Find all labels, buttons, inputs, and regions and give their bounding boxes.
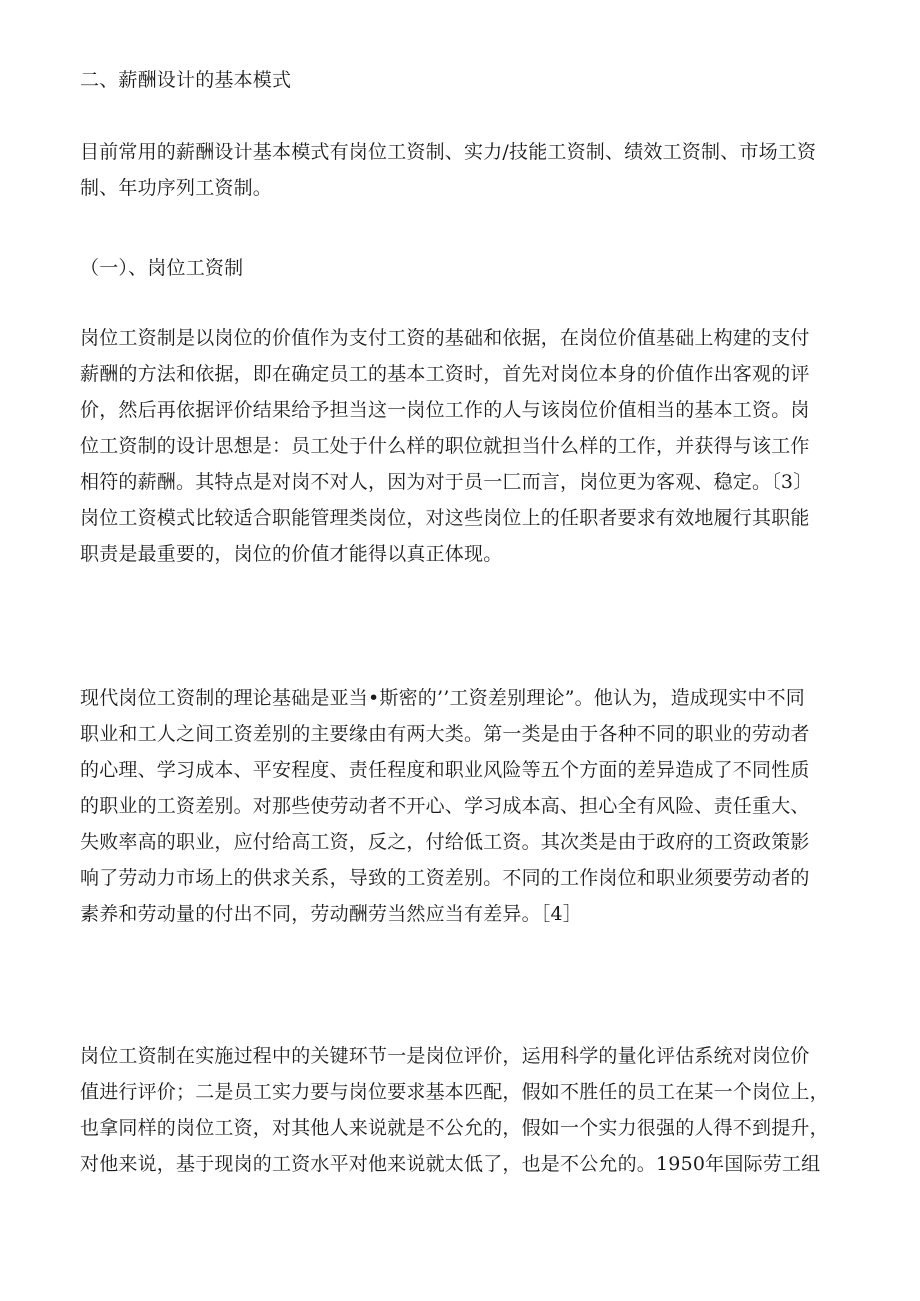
heading-line: （一）、岗位工资制 [80,257,244,279]
subsection-heading [80,250,860,286]
paragraph-line: 制、年功序列工资制。 [80,177,273,199]
intro-paragraph [80,134,860,206]
paragraph-line: 职责是最重要的，岗位的价值才能得以真正体现。 [80,543,503,565]
paragraph-line: 的职业的工资差别。对那些使劳动者不开心、学习成本高、担心全有风险、责任重大、 [80,795,810,817]
paragraph-line: 位工资制的设计思想是：员工处于什么样的职位就担当什么样的工作，并获得与该工作 [80,435,810,457]
paragraph-line: 素养和劳动量的付出不同，劳动酬劳当然应当有差异。［4］ [80,903,582,925]
paragraph-line: 相符的薪酬。其特点是对岗不对人，因为对于员一匚而言，岗位更为客观、稳定。〔3〕 [80,471,813,493]
paragraph-line: 岗位工资制是以岗位的价值作为支付工资的基础和依据，在岗位价值基础上构建的支付 [80,327,810,349]
paragraph-line: 岗位工资模式比较适合职能管理类岗位，对这些岗位上的任职者要求有效地履行其职能 [80,507,810,529]
paragraph-line: 薪酬的方法和依据，即在确定员工的基本工资时，首先对岗位本身的价值作出客观的评 [80,363,810,385]
paragraph-line: 也拿同样的岗位工资，对其他人来说就是不公允的，假如一个实力很强的人得不到提升， [80,1117,829,1139]
paragraph-line: 对他来说，基于现岗的工资水平对他来说就太低了，也是不公允的。1950年国际劳工组 [80,1153,821,1175]
paragraph-1 [80,320,860,572]
paragraph-3 [80,1038,860,1182]
paragraph-2 [80,680,860,932]
paragraph-line: 现代岗位工资制的理论基础是亚当•斯密的’’工资差别理论”。他认为，造成现实中不同 [80,687,806,709]
paragraph-line: 价，然后再依据评价结果给予担当这一岗位工作的人与该岗位价值相当的基本工资。岗 [80,399,810,421]
heading-line: 二、薪酬设计的基本模式 [80,69,292,91]
paragraph-line: 响了劳动力市场上的供求关系，导致的工资差别。不同的工作岗位和职业须要劳动者的 [80,867,810,889]
paragraph-line: 失败率高的职业，应付给高工资，反之，付给低工资。其次类是由于政府的工资政策影 [80,831,810,853]
paragraph-line: 值进行评价；二是员工实力要与岗位要求基本匹配，假如不胜任的员工在某一个岗位上， [80,1081,829,1103]
paragraph-line: 职业和工人之间工资差别的主要缘由有两大类。第一类是由于各种不同的职业的劳动者 [80,723,810,745]
paragraph-line: 的心理、学习成本、平安程度、责任程度和职业风险等五个方面的差异造成了不同性质 [80,759,810,781]
paragraph-line: 岗位工资制在实施过程中的关键环节一是岗位评价，运用科学的量化评估系统对岗位价 [80,1045,810,1067]
section-heading [80,62,860,98]
paragraph-line: 目前常用的薪酬设计基本模式有岗位工资制、实力/技能工资制、绩效工资制、市场工资 [80,141,817,163]
